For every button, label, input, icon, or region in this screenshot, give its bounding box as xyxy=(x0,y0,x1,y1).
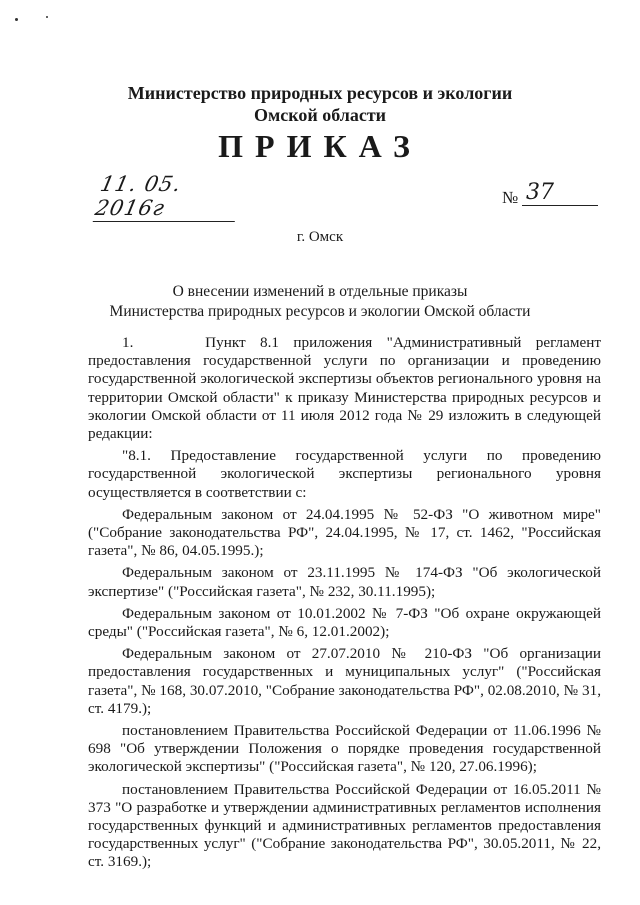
subject-line2: Министерства природных ресурсов и экологии Омской области xyxy=(109,303,531,320)
handwritten-date: 11. 05. 2016г xyxy=(93,172,246,222)
paragraph: 1. Пункт 8.1 приложения "Административный регламент предоставления государственной услуги по организации и проведению государственной экологической экспертизы объектов регионального уровня на территории Омской области" к приказу Министерства природных ресурсов и экологии Омской области от 11 июля 2012 года № 29 изложить в следующей редакции: xyxy=(88,334,601,443)
paragraph: Федеральным законом от 23.11.1995 № 174-ФЗ "Об экологической экспертизе" ("Российская газета", № 232, 30.11.1995); xyxy=(88,564,601,600)
document-body xyxy=(88,334,601,876)
number-label: № xyxy=(502,188,519,207)
paragraph: Федеральным законом от 10.01.2002 № 7-ФЗ "Об охране окружающей среды" ("Российская газета", № 6, 12.01.2002); xyxy=(88,604,601,641)
paragraph: Федеральным законом от 27.07.2010 № 210-ФЗ "Об организации предоставления государственных и муниципальных услуг" ("Российская газета", № 168, 30.07.2010, "Собрание законодательства РФ", 02.08.2010, № 31, ст. 4179.); xyxy=(88,645,601,717)
scan-speck xyxy=(46,16,48,18)
paragraph: постановлением Правительства Российской Федерации от 16.05.2011 № 373 "О разработке и утверждении административных регламентов исполнения государственных функций и административных регламентов предоставления государственных услуг" ("Собрание законодательства РФ", 30.05.2011, № 22, ст. 3169.); xyxy=(88,780,601,871)
paragraph: постановлением Правительства Российской Федерации от 11.06.1996 № 698 "Об утверждении Положения о порядке проведения государственной экологической экспертизы" ("Российская газета", № 120, 27.06.1996); xyxy=(88,722,601,776)
city-label: г. Омск xyxy=(296,229,344,245)
scan-speck xyxy=(15,18,18,21)
subject-line1: О внесении изменений в отдельные приказы xyxy=(172,283,468,300)
paragraph: "8.1. Предоставление государственной услуги по проведению государственной экологической экспертизы регионального уровня осуществляется в соответствии с: xyxy=(88,447,601,501)
document-title: ПРИКАЗ xyxy=(218,128,422,164)
ministry-name-line1: Министерство природных ресурсов и экологии xyxy=(127,83,513,103)
ministry-name-line2: Омской области xyxy=(253,105,387,125)
handwritten-number: 37 xyxy=(522,180,598,206)
paragraph: Федеральным законом от 24.04.1995 № 52-ФЗ "О животном мире" ("Собрание законодательства РФ", 24.04.1995, № 17, ст. 1462, "Российская газета", № 86, 04.05.1995.); xyxy=(88,505,601,560)
